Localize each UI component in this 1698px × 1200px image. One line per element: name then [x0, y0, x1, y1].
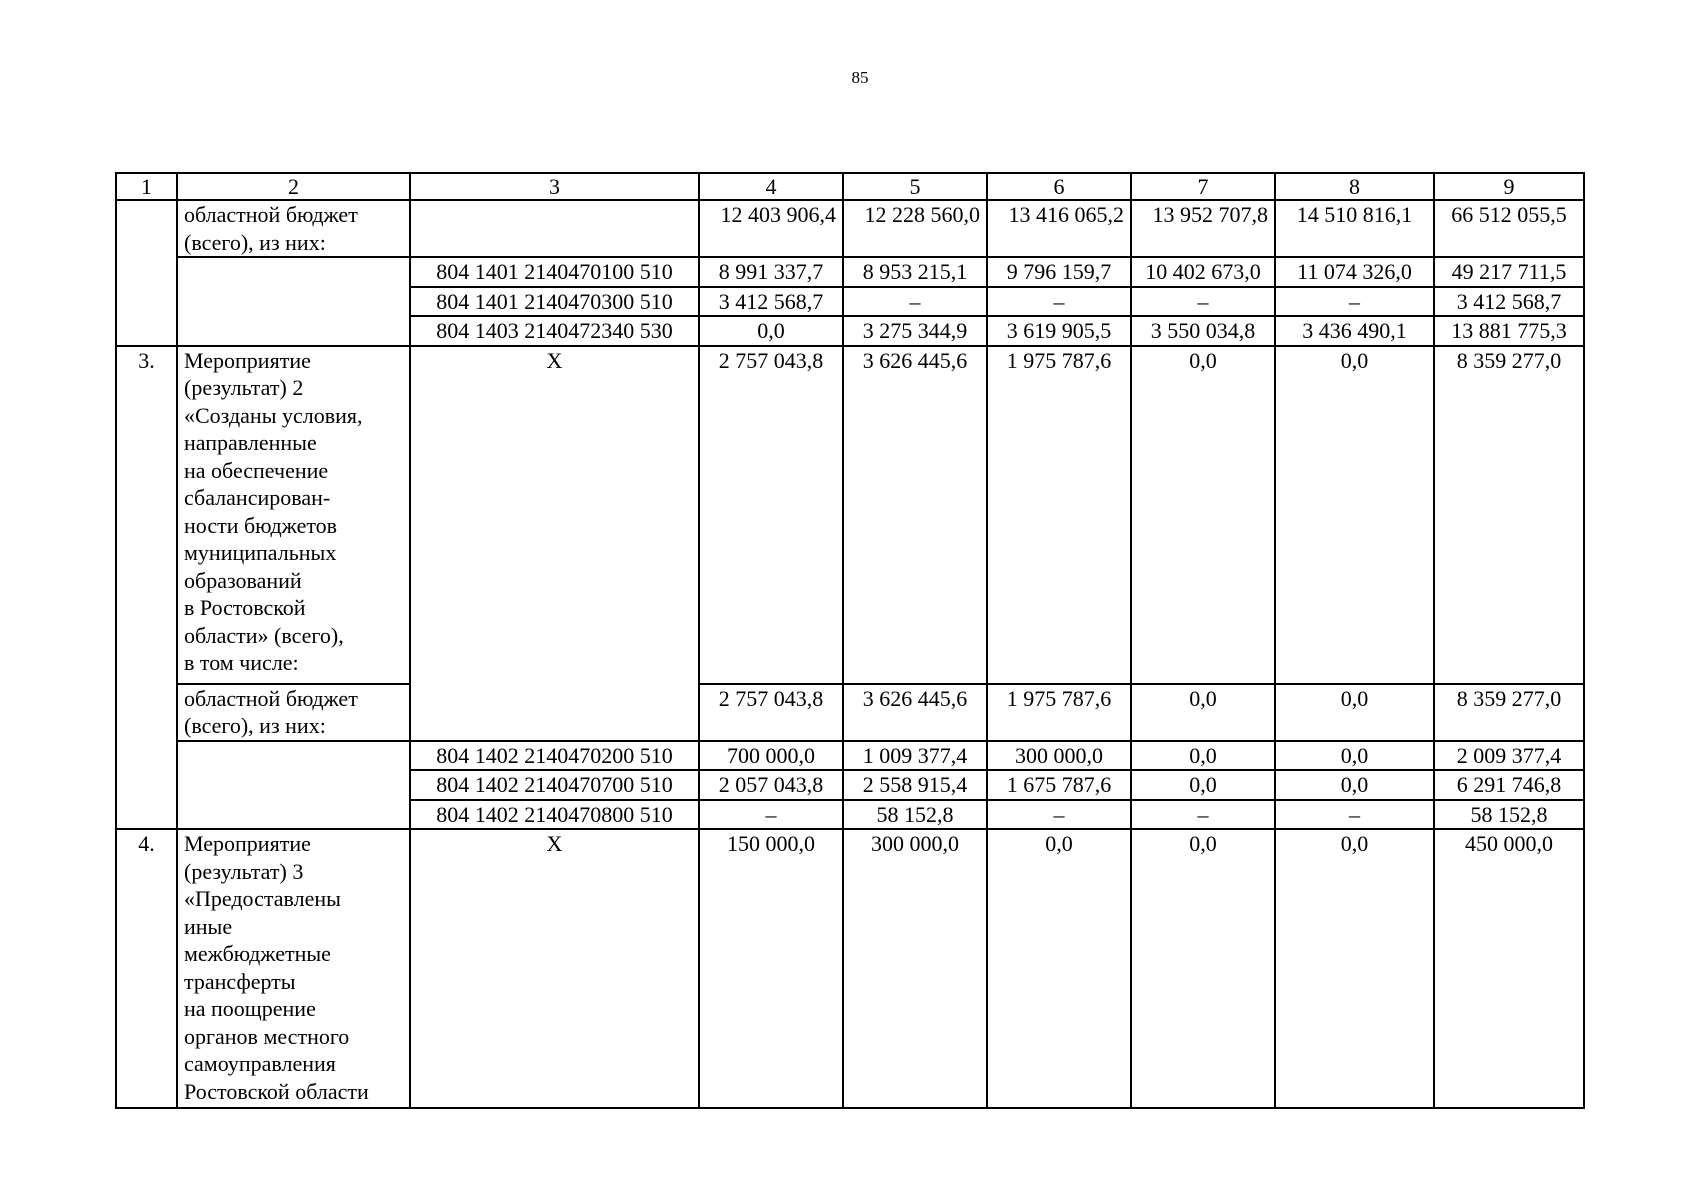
- value-cell: 13 881 775,3: [1434, 316, 1584, 346]
- value-cell: –: [843, 287, 987, 317]
- value-cell: 0,0: [1275, 684, 1434, 741]
- value-cell: 2 057 043,8: [699, 770, 843, 800]
- value-cell: 450 000,0: [1434, 829, 1584, 1108]
- row-number-cell: 4.: [116, 829, 177, 1108]
- value-cell: 1 975 787,6: [987, 346, 1131, 684]
- description-cell: областной бюджет (всего), из них:: [177, 200, 410, 257]
- value-cell: –: [1275, 800, 1434, 830]
- value-cell: 700 000,0: [699, 741, 843, 771]
- value-cell: 0,0: [1131, 741, 1275, 771]
- header-cell: 8: [1275, 173, 1434, 200]
- value-cell: 300 000,0: [843, 829, 987, 1108]
- value-cell: 1 009 377,4: [843, 741, 987, 771]
- value-cell: 10 402 673,0: [1131, 257, 1275, 287]
- value-cell: –: [1131, 287, 1275, 317]
- table-row: [116, 684, 1584, 741]
- value-cell: 0,0: [699, 316, 843, 346]
- header-row: [116, 173, 1584, 200]
- row-number-cell: 3.: [116, 346, 177, 830]
- value-cell: 2 757 043,8: [699, 346, 843, 684]
- table-row: [116, 200, 1584, 257]
- value-cell: 3 412 568,7: [699, 287, 843, 317]
- code-cell: 804 1403 2140472340 530: [410, 316, 699, 346]
- value-cell: 3 412 568,7: [1434, 287, 1584, 317]
- description-cell: [177, 257, 410, 346]
- value-cell: 0,0: [1275, 770, 1434, 800]
- value-cell: 3 436 490,1: [1275, 316, 1434, 346]
- value-cell: 150 000,0: [699, 829, 843, 1108]
- description-cell: Мероприятие (результат) 3 «Предоставлены иные межбюджетные трансферты на поощрение органов местного самоуправления Ростовской области: [177, 829, 410, 1108]
- value-cell: –: [987, 287, 1131, 317]
- row-number-cell: [116, 200, 177, 346]
- description-cell: Мероприятие (результат) 2 «Созданы условия, направленные на обеспечение сбалансирован- ности бюджетов муниципальных образований в Ростовской области» (всего), в том числе:: [177, 346, 410, 684]
- value-cell: 3 619 905,5: [987, 316, 1131, 346]
- page-number: 85: [851, 68, 869, 87]
- value-cell: 66 512 055,5: [1434, 200, 1584, 257]
- value-cell: 2 558 915,4: [843, 770, 987, 800]
- code-cell: 804 1402 2140470800 510: [410, 800, 699, 830]
- value-cell: 1 975 787,6: [987, 684, 1131, 741]
- value-cell: 0,0: [1275, 346, 1434, 684]
- value-cell: 58 152,8: [1434, 800, 1584, 830]
- value-cell: 13 952 707,8: [1131, 200, 1275, 257]
- value-cell: –: [1131, 800, 1275, 830]
- header-cell: 6: [987, 173, 1131, 200]
- value-cell: –: [699, 800, 843, 830]
- value-cell: 3 626 445,6: [843, 684, 987, 741]
- value-cell: 6 291 746,8: [1434, 770, 1584, 800]
- value-cell: 8 359 277,0: [1434, 684, 1584, 741]
- code-cell: X: [410, 346, 699, 741]
- header-cell: 5: [843, 173, 987, 200]
- code-cell: 804 1402 2140470200 510: [410, 741, 699, 771]
- value-cell: 0,0: [1131, 684, 1275, 741]
- value-cell: 14 510 816,1: [1275, 200, 1434, 257]
- code-cell: 804 1402 2140470700 510: [410, 770, 699, 800]
- header-cell: 1: [116, 173, 177, 200]
- value-cell: 0,0: [1131, 770, 1275, 800]
- code-cell: 804 1401 2140470300 510: [410, 287, 699, 317]
- value-cell: 8 953 215,1: [843, 257, 987, 287]
- value-cell: 0,0: [1275, 741, 1434, 771]
- table-row: [116, 829, 1584, 1108]
- value-cell: 49 217 711,5: [1434, 257, 1584, 287]
- table-row: [116, 346, 1584, 684]
- value-cell: 3 275 344,9: [843, 316, 987, 346]
- value-cell: 11 074 326,0: [1275, 257, 1434, 287]
- value-cell: –: [1275, 287, 1434, 317]
- budget-table: [115, 172, 1585, 1109]
- header-cell: 2: [177, 173, 410, 200]
- value-cell: 3 626 445,6: [843, 346, 987, 684]
- value-cell: 0,0: [1275, 829, 1434, 1108]
- value-cell: 13 416 065,2: [987, 200, 1131, 257]
- description-cell: [177, 741, 410, 830]
- value-cell: 0,0: [1131, 346, 1275, 684]
- value-cell: 12 228 560,0: [843, 200, 987, 257]
- value-cell: 9 796 159,7: [987, 257, 1131, 287]
- table-row: [116, 257, 1584, 287]
- value-cell: 8 991 337,7: [699, 257, 843, 287]
- value-cell: 12 403 906,4: [699, 200, 843, 257]
- table-row: [116, 741, 1584, 771]
- value-cell: 0,0: [1131, 829, 1275, 1108]
- header-cell: 9: [1434, 173, 1584, 200]
- value-cell: 0,0: [987, 829, 1131, 1108]
- value-cell: 2 009 377,4: [1434, 741, 1584, 771]
- code-cell: [410, 200, 699, 257]
- value-cell: 1 675 787,6: [987, 770, 1131, 800]
- header-cell: 3: [410, 173, 699, 200]
- code-cell: X: [410, 829, 699, 1108]
- value-cell: 8 359 277,0: [1434, 346, 1584, 684]
- value-cell: –: [987, 800, 1131, 830]
- value-cell: 3 550 034,8: [1131, 316, 1275, 346]
- header-cell: 7: [1131, 173, 1275, 200]
- value-cell: 300 000,0: [987, 741, 1131, 771]
- value-cell: 58 152,8: [843, 800, 987, 830]
- header-cell: 4: [699, 173, 843, 200]
- description-cell: областной бюджет (всего), из них:: [177, 684, 410, 741]
- code-cell: 804 1401 2140470100 510: [410, 257, 699, 287]
- value-cell: 2 757 043,8: [699, 684, 843, 741]
